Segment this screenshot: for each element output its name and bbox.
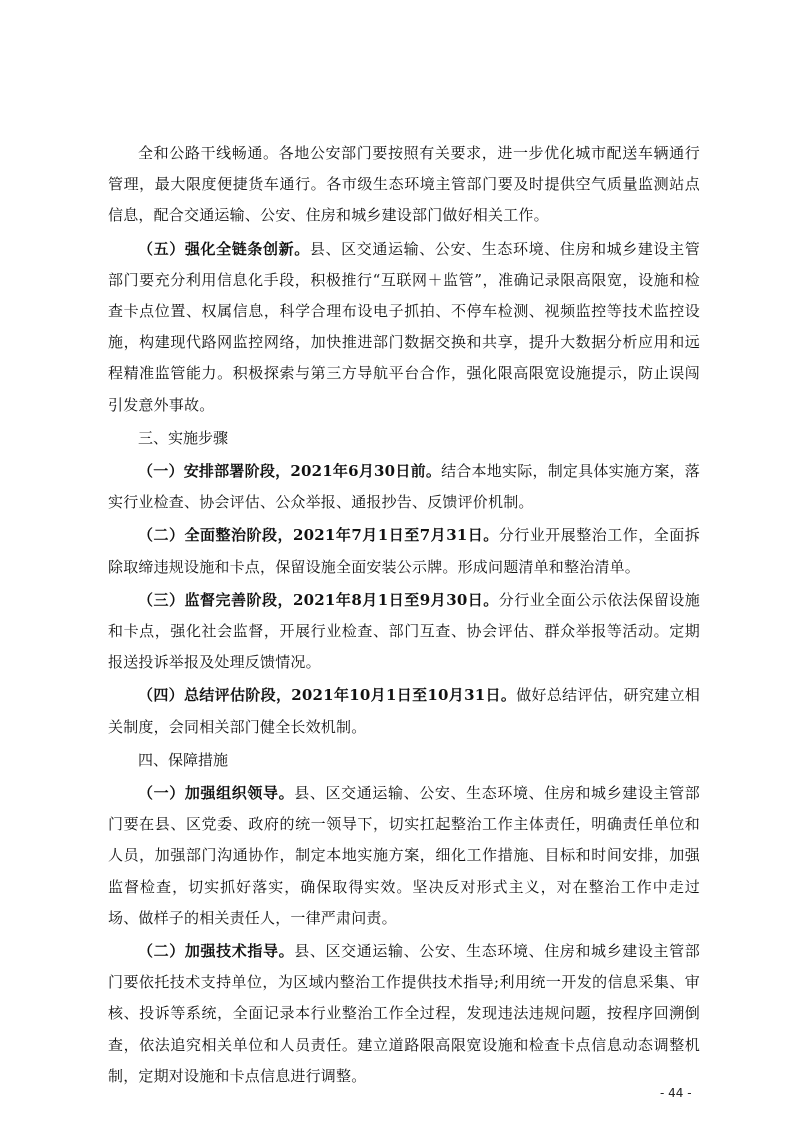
paragraph-technical-guidance: （二）加强技术指导。县、区交通运输、公安、生态环境、住房和城乡建设主管部门要依托技术支持单位，为区域内整治工作提供技术指导;利用统一开发的信息采集、审核、投诉等系统，全面记录本行业整治工作全过程，发现违法违规问题，按程序回溯倒查，依法追究相关单位和人员责任。建立道路限高限宽设施和检查卡点信息动态调整机制，定期对设施和卡点信息进行调整。 (108, 942, 700, 1085)
paragraph-lead: （五）强化全链条创新。 (138, 239, 310, 258)
paragraph-lead: （一）安排部署阶段，2021年6月30日前。 (138, 462, 442, 481)
paragraph-step-1: （一）安排部署阶段，2021年6月30日前。结合本地实际，制定具体实施方案，落实行业检查、协会评估、公众举报、通报抄告、反馈评价机制。 (108, 462, 700, 512)
paragraph-lead: （二）加强技术指导。 (138, 942, 295, 961)
document-body (108, 138, 700, 1094)
paragraph-strengthen-chain-innovation: （五）强化全链条创新。县、区交通运输、公安、生态环境、住房和城乡建设主管部门要充分利用信息化手段，积极推行“互联网＋监管”，准确记录限高限宽，设施和检查卡点位置、权属信息，科学合理布设电子抓拍、不停车检测、视频监控等技术监控设施，构建现代路网监控网络，加快推进部门数据交换和共享，提升大数据分析应用和远程精准监管能力。积极探索与第三方导航平台合作，强化限高限宽设施提示，防止误闯引发意外事故。 (108, 239, 700, 414)
paragraph-step-2: （二）全面整治阶段，2021年7月1日至7月31日。分行业开展整治工作，全面拆除取缔违规设施和卡点，保留设施全面安装公示牌。形成问题清单和整治清单。 (108, 526, 701, 576)
section-heading-safeguard-measures: 四、保障措施 (138, 750, 229, 769)
page-number: - 44 - (660, 1086, 692, 1100)
paragraph-lead: （一）加强组织领导。 (138, 784, 295, 803)
paragraph-step-3: （三）监督完善阶段，2021年8月1日至9月30日。分行业全面公示依法保留设施和卡点，强化社会监督，开展行业检查、部门互查、协会评估、群众举报等活动。定期报送投诉举报及处理反馈情况。 (108, 590, 701, 672)
section-heading-implementation-steps: 三、实施步骤 (138, 428, 229, 447)
paragraph-lead: （四）总结评估阶段，2021年10月1日至10月31日。 (138, 686, 517, 705)
paragraph-organizational-leadership: （一）加强组织领导。县、区交通运输、公安、生态环境、住房和城乡建设主管部门要在县、区党委、政府的统一领导下，切实扛起整治工作主体责任，明确责任单位和人员，加强部门沟通协作，制定本地实施方案，细化工作措施、目标和时间安排，加强监督检查，切实抓好落实，确保取得实效。坚决反对形式主义，对在整治工作中走过场、做样子的相关责任人，一律严肃问责。 (108, 784, 700, 927)
paragraph-step-4: （四）总结评估阶段，2021年10月1日至10月31日。做好总结评估，研究建立相关制度，会同相关部门健全长效机制。 (108, 686, 700, 736)
paragraph-lead: （二）全面整治阶段，2021年7月1日至7月31日。 (138, 526, 499, 545)
paragraph-continuation: 全和公路干线畅通。各地公安部门要按照有关要求，进一步优化城市配送车辆通行管理，最大限度便捷货车通行。各市级生态环境主管部门要及时提供空气质量监测站点信息，配合交通运输、公安、住房和城乡建设部门做好相关工作。 (108, 144, 700, 225)
paragraph-lead: （三）监督完善阶段，2021年8月1日至9月30日。 (138, 590, 499, 609)
